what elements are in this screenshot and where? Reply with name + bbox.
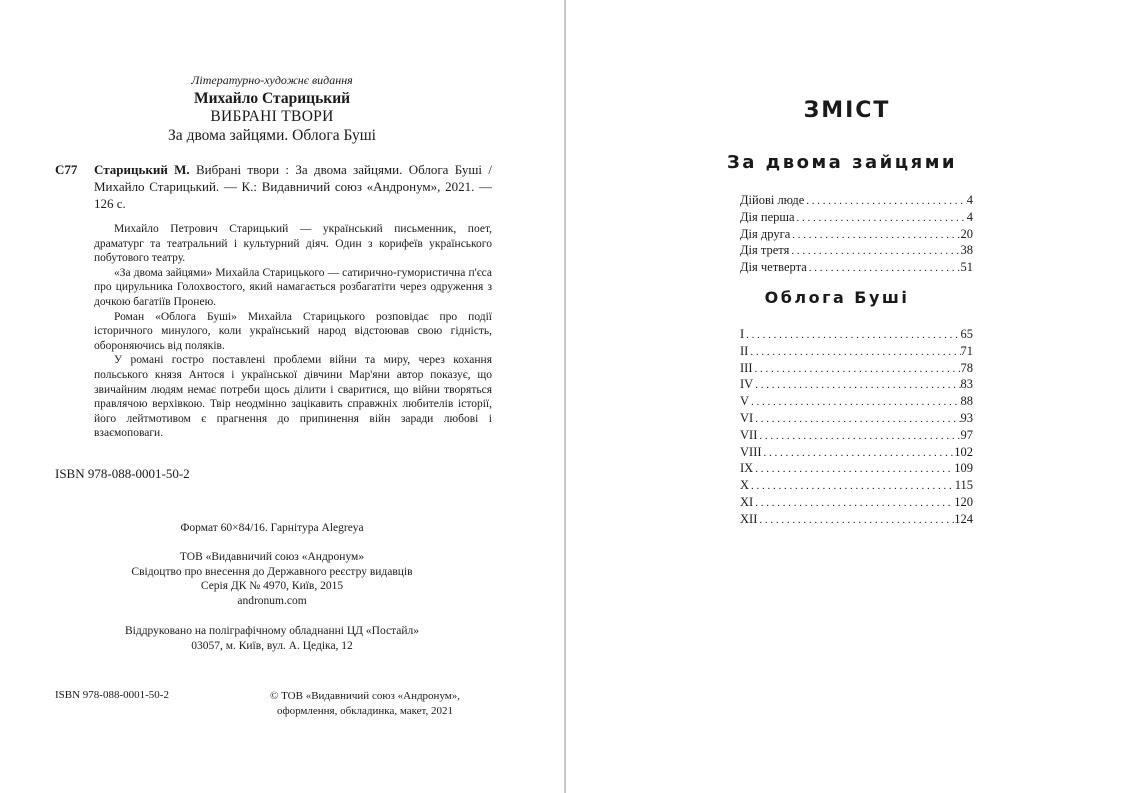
toc-entry-page: 97	[960, 427, 973, 442]
toc-entry-page: 115	[954, 478, 973, 493]
toc-leader	[757, 430, 960, 442]
toc-leader	[753, 363, 961, 375]
printer-info	[0, 624, 544, 653]
toc-entry	[740, 512, 973, 529]
bib-author: Старицький М.	[94, 162, 190, 177]
copyright	[270, 689, 460, 719]
toc-entry-label: II	[740, 343, 749, 358]
imprint-type: Літературно-художнє видання	[191, 73, 353, 87]
toc-entry-label: Дія четверта	[740, 260, 807, 275]
toc-entry-label: VIII	[740, 444, 762, 459]
toc-list	[740, 327, 973, 529]
book-subtitle: За двома зайцями. Облога Буші	[168, 127, 376, 144]
format-info: Формат 60×84/16. Гарнітура Alegreya	[180, 522, 364, 534]
toc-entry-page: 4	[966, 209, 973, 224]
annotation-paragraph: Роман «Облога Буші» Михайла Старицького розповідає про події історичного минулого, коли український народ відстоював свою гідність, обороняючись від поляків.	[94, 310, 492, 352]
toc-entry-label: X	[740, 478, 750, 493]
toc-entry-page: 93	[960, 410, 973, 425]
toc-entry-page: 88	[960, 394, 973, 409]
annotation-paragraph: «За двома зайцями» Михайла Старицького — сатирично-гумористична п'єса про цирульника Голохвостого, який намагається розбагатіти через одруження з дочкою багатіїв Пронею.	[94, 266, 492, 308]
library-code: С77	[55, 162, 78, 177]
toc-entry	[740, 227, 973, 244]
toc-entry-page: 38	[960, 243, 973, 258]
copyright-line: © ТОВ «Видавничий союз «Андронум»,	[270, 690, 461, 702]
toc-leader	[762, 447, 955, 459]
toc-entry-label: VI	[740, 410, 754, 425]
toc-title: ЗМІСТ	[803, 98, 891, 123]
toc-entry	[740, 344, 973, 361]
toc-leader	[748, 346, 960, 358]
isbn-footer: ISBN 978-088-0001-50-2	[55, 689, 169, 701]
toc-entry-page: 120	[954, 494, 973, 509]
annotation-paragraph: Михайло Петрович Старицький — український письменник, поет, драматург та театральний і культурний діяч. Один з корифеїв українського побутового театру.	[94, 223, 492, 265]
toc-entry	[740, 428, 973, 445]
toc-entry-page: 124	[954, 511, 973, 526]
toc-entry	[740, 411, 973, 428]
toc-leader	[749, 396, 960, 408]
right-page	[566, 0, 1128, 793]
toc-entry	[740, 243, 973, 260]
toc-leader	[749, 480, 955, 492]
toc-entry-label: IX	[740, 461, 754, 476]
toc-leader	[753, 413, 960, 425]
toc-entry-page: 20	[960, 226, 973, 241]
toc-entry-label: III	[740, 360, 753, 375]
toc-entry	[740, 495, 973, 512]
toc-entry-label: Дійові люде	[740, 193, 805, 207]
toc-entry-label: IV	[740, 377, 754, 392]
toc-entry-label: V	[740, 394, 750, 409]
toc-entry	[740, 445, 973, 462]
toc-leader	[744, 329, 960, 341]
toc-leader	[789, 245, 960, 257]
toc-entry	[740, 210, 973, 227]
toc-entry	[740, 361, 973, 378]
toc-entry-label: Дія третя	[740, 243, 790, 258]
toc-leader	[753, 463, 954, 475]
toc-entry-page: 51	[960, 260, 973, 275]
toc-entry-page: 83	[960, 377, 973, 392]
publisher-line: Свідоцтво про внесення до Державного реєстру видавців	[131, 565, 413, 578]
toc-list	[740, 193, 973, 277]
printer-line: 03057, м. Київ, вул. А. Цедіка, 12	[191, 639, 353, 652]
toc-entry-page: 71	[960, 343, 973, 358]
toc-entry-label: VII	[740, 427, 758, 442]
bib-text: Вибрані твори : За двома зайцями. Облога Буші / Михайло Старицький. — К.: Видавничий союз «Андронум», 2021. — 126 с.	[94, 162, 492, 211]
toc-entry-page: 65	[960, 327, 973, 341]
publisher-line: Серія ДК № 4970, Київ, 2015	[200, 580, 344, 593]
toc-entry	[740, 478, 973, 495]
annotation	[94, 222, 492, 441]
toc-leader	[790, 229, 960, 241]
toc-leader	[753, 497, 954, 509]
toc-entry	[740, 461, 973, 478]
toc-entry-page: 78	[960, 360, 973, 375]
toc-entry	[740, 377, 973, 394]
isbn: ISBN 978-088-0001-50-2	[55, 466, 190, 481]
book-author: Михайло Старицький	[193, 90, 351, 107]
toc-leader	[807, 262, 961, 274]
copyright-line: оформлення, обкладинка, макет, 2021	[276, 705, 454, 717]
publisher-info	[0, 550, 544, 608]
toc-entry-label: Дія друга	[740, 226, 791, 241]
printer-line: Віддруковано на поліграфічному обладнанні ЦД «Постайл»	[124, 625, 420, 637]
toc-section-title: За двома зайцями	[726, 152, 958, 173]
toc-entry-label: Дія перша	[740, 209, 795, 224]
toc-entry-page: 4	[966, 193, 973, 207]
toc-entry-label: XI	[740, 494, 754, 509]
annotation-paragraph: У романі гостро поставлені проблеми війни та миру, через кохання польського князя Антося і української дівчини Мар'яни автор показує, що звичайним людям немає потреби щось ділити і сваритися, що війни творяться правлячою верхівкою. Твір неодмінно зацікавить справжніх любителів історії, його лейтмотивом є прагнення до припинення війн заради любові і взаємоповаги.	[94, 354, 492, 440]
book-title: ВИБРАНІ ТВОРИ	[210, 108, 334, 125]
toc-leader	[753, 379, 960, 391]
publisher-website: andronum.com	[237, 594, 307, 607]
toc-entry-label: I	[740, 327, 745, 341]
toc-entry-page: 102	[954, 444, 973, 459]
toc-entry	[740, 260, 973, 277]
toc-leader	[757, 514, 954, 526]
toc-entry-label: XII	[740, 511, 758, 526]
toc-leader	[804, 195, 966, 207]
toc-entry	[740, 193, 973, 210]
toc-entry	[740, 327, 973, 344]
publisher-line: ТОВ «Видавничий союз «Андронум»	[179, 551, 365, 563]
bibliographic-record	[94, 161, 492, 212]
toc-leader	[795, 212, 967, 224]
toc-section-title: Облога Буші	[764, 288, 910, 307]
toc-entry-page: 109	[954, 461, 973, 476]
toc-entry	[740, 394, 973, 411]
